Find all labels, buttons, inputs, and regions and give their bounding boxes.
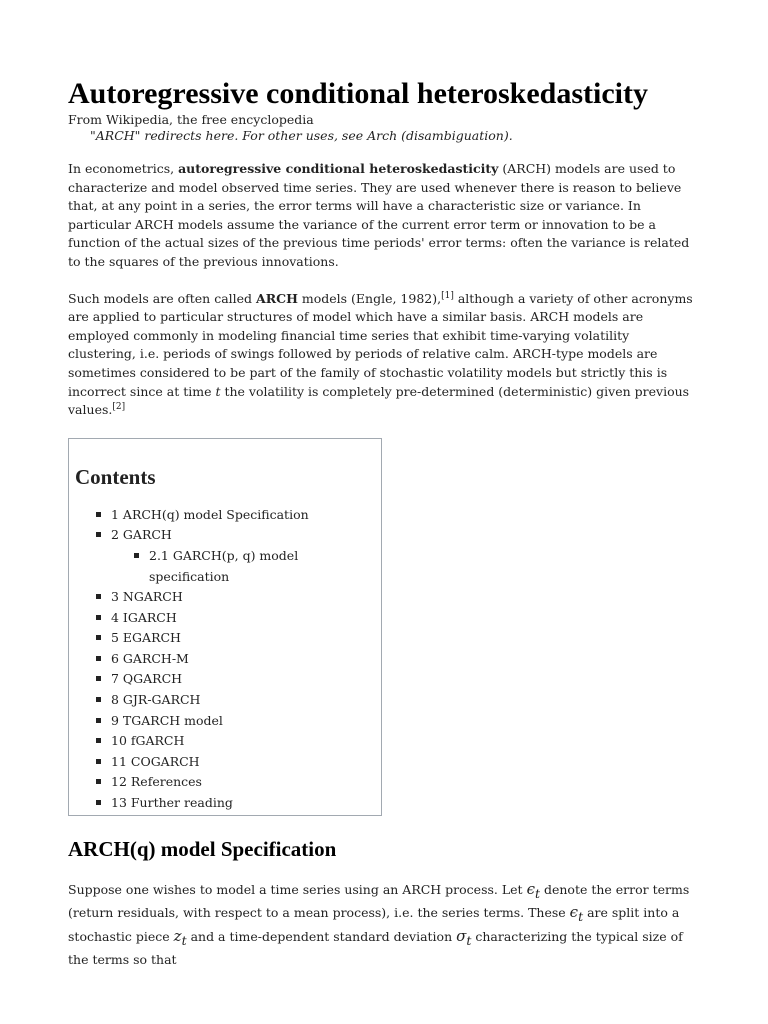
toc-item[interactable] bbox=[75, 772, 375, 793]
bullet-icon bbox=[96, 738, 101, 743]
toc-item-label[interactable]: 4 IGARCH bbox=[111, 609, 177, 625]
p2-text-after2: the volatility is completely pre-determined (deterministic) given previous values. bbox=[68, 383, 690, 418]
bullet-icon bbox=[96, 697, 101, 702]
p2-text-start: Such models are often called bbox=[68, 290, 257, 306]
bullet-icon bbox=[96, 676, 101, 681]
s1-text-mid3: and a time-dependent standard deviation bbox=[186, 928, 457, 944]
bullet-icon bbox=[96, 635, 101, 640]
intro-paragraph bbox=[68, 160, 700, 272]
toc-item[interactable] bbox=[75, 669, 375, 690]
section-paragraph bbox=[68, 880, 700, 969]
subscript-t: t bbox=[181, 932, 187, 948]
toc-item-label[interactable]: 5 EGARCH bbox=[111, 630, 181, 646]
toc-item-label[interactable]: 13 Further reading bbox=[111, 795, 233, 811]
bullet-icon bbox=[96, 532, 101, 537]
toc-item[interactable] bbox=[75, 505, 375, 526]
bullet-icon bbox=[96, 512, 101, 517]
toc-item-label[interactable]: 11 COGARCH bbox=[111, 753, 200, 769]
p2-bold-term: ARCH bbox=[256, 290, 298, 306]
bullet-icon bbox=[134, 553, 139, 558]
second-paragraph bbox=[68, 290, 700, 420]
toc-item-label[interactable]: 2 GARCH bbox=[111, 527, 172, 543]
reference-link-2[interactable]: [2] bbox=[112, 401, 126, 412]
subscript-t: t bbox=[466, 932, 472, 948]
p2-time-variable: t bbox=[215, 383, 221, 399]
toc-item[interactable] bbox=[75, 752, 375, 773]
epsilon-char: ϵ bbox=[569, 903, 579, 922]
toc-item-label[interactable]: 6 GARCH-M bbox=[111, 650, 189, 666]
toc-item[interactable] bbox=[75, 793, 375, 814]
site-subtitle: From Wikipedia, the free encyclopedia bbox=[68, 112, 314, 127]
epsilon-symbol bbox=[526, 879, 540, 901]
s1-text-mid1: denote the error terms (return residuals, with respect to a mean process), i.e. the series terms. These bbox=[68, 881, 690, 921]
intro-text-start: In econometrics, bbox=[68, 161, 179, 176]
toc-item-label[interactable]: 8 GJR-GARCH bbox=[111, 692, 201, 708]
p2-text-after1: although a variety of other acronyms are applied to particular structures of model which have a similar basis. ARCH models are employed commonly in modeling financial time series that exhibit time-varying volatility clustering, i.e. periods of swings followed by periods of relative calm. ARCH-type models are sometimes considered to be part of the family of stochastic volatility models but strictly this is incorrect since at time bbox=[68, 290, 693, 399]
toc-item-label[interactable]: 3 NGARCH bbox=[111, 589, 183, 605]
epsilon-symbol-2 bbox=[569, 903, 584, 925]
toc-item[interactable] bbox=[75, 608, 375, 629]
bullet-icon bbox=[96, 800, 101, 805]
toc-subitem[interactable] bbox=[75, 546, 375, 587]
epsilon-char: ϵ bbox=[526, 879, 535, 898]
article bbox=[68, 76, 700, 969]
bullet-icon bbox=[96, 656, 101, 661]
subscript-t: t bbox=[578, 909, 584, 925]
toc-item-label[interactable]: 7 QGARCH bbox=[111, 671, 183, 687]
toc-item[interactable] bbox=[75, 525, 375, 546]
table-of-contents bbox=[68, 438, 382, 816]
toc-item-label[interactable]: 10 fGARCH bbox=[111, 733, 185, 749]
toc-item-label[interactable]: 9 TGARCH model bbox=[111, 712, 223, 728]
s1-text-start: Suppose one wishes to model a time series using an ARCH process. Let bbox=[68, 881, 527, 897]
toc-item[interactable] bbox=[75, 587, 375, 608]
s1-text-mid2: are split into a stochastic piece bbox=[68, 905, 680, 944]
toc-item[interactable] bbox=[75, 731, 375, 752]
bullet-icon bbox=[96, 594, 101, 599]
page-title: Autoregressive conditional heteroskedasticity bbox=[68, 77, 648, 110]
z-symbol bbox=[173, 926, 187, 948]
intro-bold-term: autoregressive conditional heteroskedasticity bbox=[178, 161, 499, 176]
hatnote[interactable]: "ARCH" redirects here. For other uses, see Arch (disambiguation). bbox=[90, 128, 513, 143]
z-char: z bbox=[173, 926, 182, 945]
s1-text-end: characterizing the typical size of the terms so that bbox=[68, 928, 683, 967]
toc-item[interactable] bbox=[75, 649, 375, 670]
sigma-symbol bbox=[456, 926, 472, 948]
subscript-t: t bbox=[534, 885, 540, 901]
toc-item[interactable] bbox=[75, 628, 375, 649]
sigma-char: σ bbox=[456, 926, 467, 945]
toc-item-label[interactable]: 1 ARCH(q) model Specification bbox=[111, 506, 309, 522]
toc-item[interactable] bbox=[75, 711, 375, 732]
toc-item-label[interactable]: 12 References bbox=[111, 774, 202, 790]
bullet-icon bbox=[96, 615, 101, 620]
toc-item-label[interactable]: 2.1 GARCH(p, q) model specification bbox=[149, 547, 299, 584]
toc-list bbox=[75, 505, 375, 814]
intro-text-end: (ARCH) models are used to characterize and model observed time series. They are used whenever there is reason to believe that, at any point in a series, the error terms will have a characteristic size or variance. In particular ARCH models assume the variance of the current error term or innovation to be a function of the actual sizes of the previous time periods' error terms: often the variance is related to the squares of the previous innovations. bbox=[68, 161, 690, 269]
section-heading: ARCH(q) model Specification bbox=[68, 836, 337, 861]
bullet-icon bbox=[96, 779, 101, 784]
toc-item[interactable] bbox=[75, 690, 375, 711]
bullet-icon bbox=[96, 759, 101, 764]
toc-title: Contents bbox=[75, 464, 156, 489]
reference-link-1[interactable]: [1] bbox=[441, 290, 454, 301]
bullet-icon bbox=[96, 718, 101, 723]
p2-text-middle: models (Engle, 1982), bbox=[297, 290, 442, 306]
